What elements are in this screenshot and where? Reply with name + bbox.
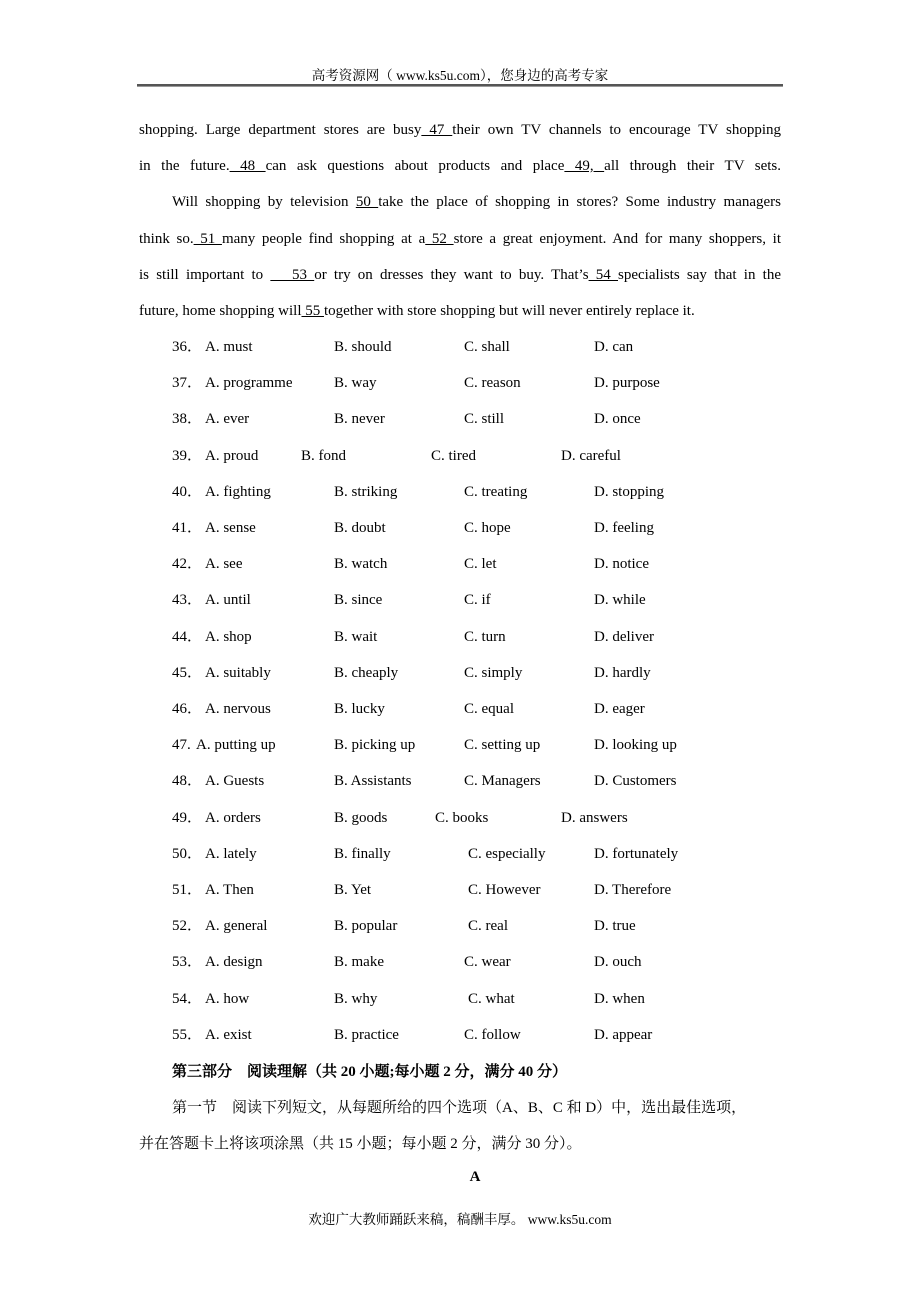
instruction-line-2: 并在答题卡上将该项涂黑（共 15 小题；每小题 2 分，满分 30 分）。	[139, 1136, 582, 1152]
option-c: C. especially	[468, 845, 546, 862]
option-b: B. finally	[334, 845, 391, 862]
passage-text: can ask questions about products and place	[265, 158, 565, 174]
question-number: 36．	[172, 339, 203, 355]
option-b: B. lucky	[334, 701, 385, 717]
passage-line	[139, 229, 781, 249]
passage-text: is still important to	[139, 267, 271, 283]
option-c: C. tired	[431, 447, 476, 464]
question-number: 49．	[172, 809, 203, 826]
option-c: C. turn	[464, 628, 506, 645]
option-c: C. reason	[464, 375, 521, 392]
passage-label: A	[469, 1169, 481, 1185]
passage-text: their own TV channels to encourage TV shopping	[452, 122, 781, 138]
blank-number: 48	[229, 158, 266, 174]
option-d: D. stopping	[594, 483, 665, 500]
passage-line	[139, 120, 781, 140]
option-b: B. striking	[334, 483, 398, 500]
option-c: C. simply	[464, 664, 523, 681]
option-c: C. equal	[464, 701, 514, 717]
option-d: D. Therefore	[594, 882, 672, 898]
question-number: 44．	[172, 628, 203, 645]
blank-number: 55	[301, 303, 324, 319]
option-d: D. looking up	[594, 737, 677, 754]
passage-text: take the place of shopping in stores? Some industry managers	[378, 194, 781, 210]
option-c: C. shall	[464, 339, 510, 355]
option-c: C. books	[435, 809, 489, 826]
option-a: A. see	[205, 556, 243, 573]
blank-number: 54	[588, 267, 618, 283]
option-a: A. sense	[205, 520, 256, 536]
option-b: B. doubt	[334, 520, 386, 536]
question-number: 46．	[172, 701, 203, 717]
page-footer: 欢迎广大教师踊跃来稿，稿酬丰厚。 www.ks5u.com	[308, 1212, 612, 1227]
option-b: B. should	[334, 339, 392, 355]
blank-number: 47	[421, 122, 453, 138]
option-c: C. treating	[464, 483, 528, 500]
blank-number: 52	[425, 231, 454, 247]
question-number: 40．	[172, 483, 203, 500]
option-c: C. follow	[464, 1026, 521, 1043]
option-a: A. ever	[205, 411, 250, 428]
passage-line	[139, 156, 781, 176]
option-d: D. fortunately	[594, 845, 679, 862]
passage-text: shopping. Large department stores are busy	[139, 122, 422, 138]
question-number: 53．	[172, 954, 203, 971]
question-number: 55．	[172, 1026, 203, 1043]
passage-line	[172, 192, 781, 212]
option-d: D. when	[594, 990, 645, 1007]
passage-text: think so.	[139, 231, 194, 247]
option-d: D. while	[594, 592, 646, 609]
option-a: A. proud	[205, 447, 259, 464]
passage-text: all through their TV sets.	[604, 158, 782, 174]
option-d: D. hardly	[594, 664, 651, 681]
option-b: B. way	[334, 375, 377, 392]
option-b: B. goods	[334, 809, 388, 826]
option-b: B. popular	[334, 918, 398, 935]
option-a: A. Then	[205, 882, 254, 898]
option-a: A. shop	[205, 628, 252, 645]
passage-text: specialists say that in the	[618, 267, 781, 283]
option-b: B. make	[334, 954, 384, 971]
option-a: A. fighting	[205, 483, 271, 500]
question-number: 38．	[172, 411, 203, 428]
option-c: C. if	[464, 592, 491, 609]
blank-number: 51	[193, 231, 222, 247]
option-d: D. ouch	[594, 954, 642, 971]
question-number: 54．	[172, 990, 203, 1007]
option-b: B. wait	[334, 628, 378, 645]
option-d: D. answers	[561, 809, 628, 826]
passage-text: Will shopping by television	[172, 194, 356, 210]
option-b: B. Yet	[334, 882, 372, 898]
passage-text: future, home shopping will	[139, 303, 302, 319]
blank-number: 53	[270, 267, 315, 283]
question-number: 42．	[172, 556, 203, 573]
option-d: D. true	[594, 918, 636, 935]
question-number: 50．	[172, 845, 203, 862]
option-b: B. Assistants	[334, 773, 412, 790]
page-header: 高考资源网（ www.ks5u.com），您身边的高考专家	[311, 68, 609, 83]
option-d: D. notice	[594, 556, 649, 573]
passage-text: or try on dresses they want to buy. That’s	[314, 267, 589, 283]
option-c: C. hope	[464, 520, 511, 536]
passage-text: many people find shopping at a	[221, 231, 426, 247]
header-rule	[137, 84, 783, 87]
option-d: D. careful	[561, 447, 621, 464]
option-d: D. deliver	[594, 628, 654, 645]
option-b: B. why	[334, 990, 378, 1007]
option-d: D. feeling	[594, 520, 654, 536]
option-a: A. Guests	[205, 773, 265, 790]
section-title: 第三部分 阅读理解（共 20 小题;每小题 2 分，满分 40 分）	[172, 1064, 567, 1080]
option-b: B. practice	[334, 1026, 399, 1043]
option-a: A. must	[205, 339, 253, 355]
option-a: A. orders	[205, 809, 261, 826]
question-number: 47.	[172, 737, 191, 754]
option-c: C. wear	[464, 954, 511, 971]
option-b: B. never	[334, 411, 385, 428]
option-b: B. fond	[301, 447, 346, 464]
question-number: 43．	[172, 592, 203, 609]
option-d: D. can	[594, 339, 634, 355]
option-c: C. still	[464, 411, 505, 428]
passage-line	[139, 265, 781, 285]
option-a: A. design	[205, 954, 263, 971]
passage-text: store a great enjoyment. And for many shoppers, it	[453, 231, 781, 247]
option-a: A. exist	[205, 1026, 252, 1043]
option-a: A. suitably	[205, 664, 271, 681]
option-c: C. setting up	[464, 737, 541, 754]
option-a: A. general	[205, 918, 268, 935]
option-c: C. what	[468, 990, 515, 1007]
option-a: A. putting up	[196, 737, 276, 754]
option-b: B. since	[334, 592, 383, 609]
blank-number: 50	[355, 194, 379, 210]
option-c: C. real	[468, 918, 508, 935]
option-a: A. programme	[205, 375, 293, 392]
passage-line	[139, 301, 781, 321]
question-number: 52．	[172, 918, 203, 935]
instruction-line-1: 第一节 阅读下列短文，从每题所给的四个选项（A、B、C 和 D）中，选出最佳选项，	[172, 1100, 747, 1116]
option-b: B. picking up	[334, 737, 416, 754]
option-d: D. eager	[594, 701, 645, 717]
blank-number: 49,	[564, 158, 605, 174]
option-c: C. let	[464, 556, 497, 573]
question-number: 51．	[172, 882, 203, 898]
question-number: 37．	[172, 375, 203, 392]
question-number: 39．	[172, 447, 203, 464]
question-number: 41．	[172, 520, 203, 536]
option-a: A. how	[205, 990, 250, 1007]
option-a: A. lately	[205, 845, 257, 862]
passage-text: together with store shopping but will never entirely replace it.	[323, 303, 695, 319]
option-c: C. However	[468, 882, 541, 898]
passage-text: in the future.	[139, 158, 230, 174]
option-d: D. purpose	[594, 375, 660, 392]
option-a: A. nervous	[205, 701, 271, 717]
option-d: D. once	[594, 411, 641, 428]
question-number: 48．	[172, 773, 203, 790]
option-d: D. Customers	[594, 773, 677, 790]
option-c: C. Managers	[464, 773, 541, 790]
option-d: D. appear	[594, 1026, 653, 1043]
option-b: B. cheaply	[334, 664, 399, 681]
question-number: 45．	[172, 664, 203, 681]
option-a: A. until	[205, 592, 251, 609]
option-b: B. watch	[334, 556, 388, 573]
